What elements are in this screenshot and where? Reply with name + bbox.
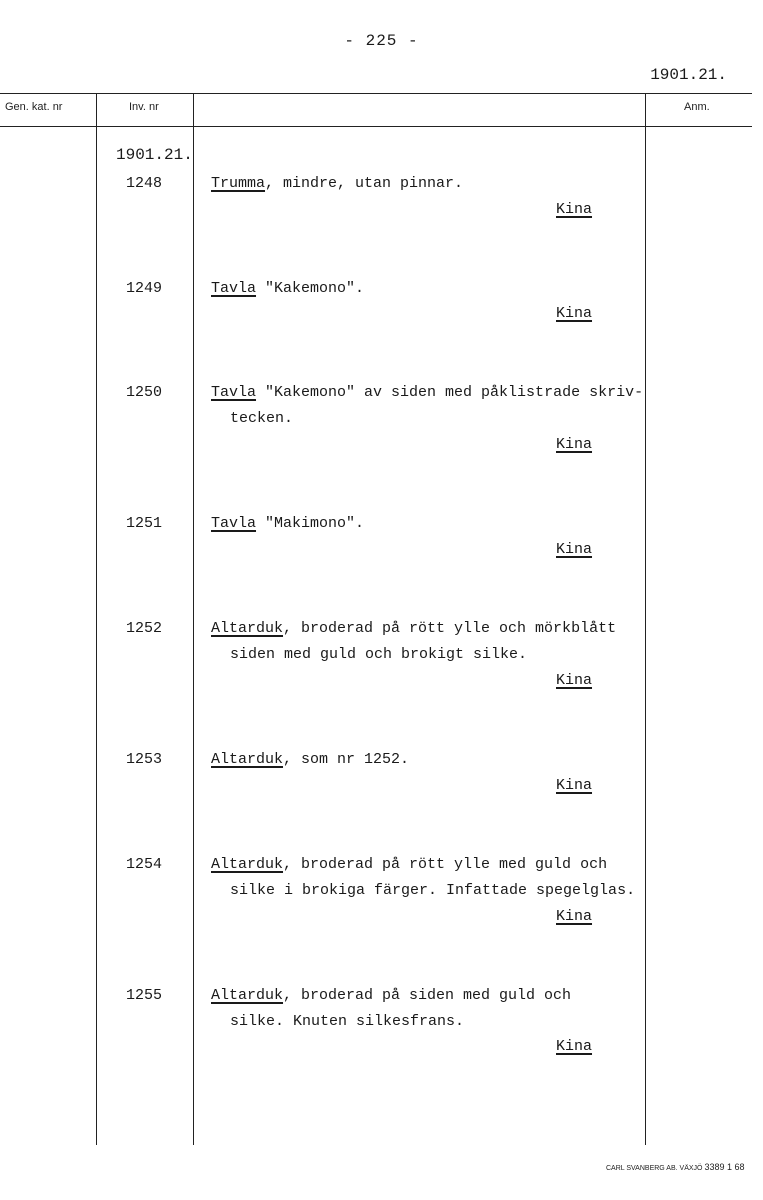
entry-description [211, 620, 616, 637]
entry-description [211, 280, 364, 297]
origin-place: Kina [556, 672, 593, 689]
section-year: 1901.21. [116, 146, 193, 164]
page-number: - 225 - [344, 32, 419, 50]
description-text: , mindre, utan pinnar. [265, 175, 464, 192]
origin-place: Kina [556, 201, 593, 218]
entry-description-continued: silke i brokiga färger. Infattade spegelglas. [230, 882, 636, 899]
object-keyword: Altarduk [211, 987, 284, 1004]
entry-description-continued: siden med guld och brokigt silke. [230, 646, 528, 663]
entry-description [211, 515, 364, 532]
object-keyword: Tavla [211, 515, 257, 532]
entry-description-continued: silke. Knuten silkesfrans. [230, 1013, 465, 1030]
inventory-number: 1254 [126, 856, 163, 873]
year-tag: 1901.21. [650, 66, 727, 84]
header-top-rule [0, 93, 752, 94]
column-divider-gen-inv [96, 93, 97, 1145]
entry-description [211, 175, 463, 192]
printer-name: CARL SVANBERG AB. VÄXJÖ [606, 1165, 703, 1172]
object-keyword: Trumma [211, 175, 266, 192]
description-text: , broderad på siden med guld och [283, 987, 572, 1004]
inventory-number: 1251 [126, 515, 163, 532]
inventory-number: 1253 [126, 751, 163, 768]
origin-place: Kina [556, 908, 593, 925]
description-text: , broderad på rött ylle med guld och [283, 856, 608, 873]
origin-place: Kina [556, 305, 593, 322]
column-header-gen-kat-nr: Gen. kat. nr [5, 101, 63, 113]
inventory-number: 1255 [126, 987, 163, 1004]
object-keyword: Tavla [211, 280, 257, 297]
column-divider-inv-desc [193, 93, 194, 1145]
object-keyword: Altarduk [211, 856, 284, 873]
column-divider-desc-anm [645, 93, 646, 1145]
inventory-number: 1248 [126, 175, 163, 192]
entry-description [211, 384, 643, 401]
origin-place: Kina [556, 777, 593, 794]
origin-place: Kina [556, 541, 593, 558]
entry-description [211, 751, 409, 768]
description-text: , broderad på rött ylle och mörkblått [283, 620, 617, 637]
inventory-number: 1250 [126, 384, 163, 401]
entry-description [211, 987, 571, 1004]
description-text: , som nr 1252. [283, 751, 410, 768]
origin-place: Kina [556, 436, 593, 453]
origin-place: Kina [556, 1038, 593, 1055]
printer-imprint [606, 1162, 744, 1172]
print-code: 3389 1 68 [704, 1162, 745, 1172]
object-keyword: Altarduk [211, 751, 284, 768]
header-bottom-rule [0, 126, 752, 127]
entry-description-continued: tecken. [230, 410, 294, 427]
column-header-anm: Anm. [684, 101, 710, 113]
inventory-number: 1249 [126, 280, 163, 297]
description-text: "Kakemono". [256, 280, 365, 297]
entry-description [211, 856, 607, 873]
description-text: "Kakemono" av siden med påklistrade skriv- [256, 384, 644, 401]
object-keyword: Altarduk [211, 620, 284, 637]
column-header-inv-nr: Inv. nr [129, 101, 159, 113]
object-keyword: Tavla [211, 384, 257, 401]
description-text: "Makimono". [256, 515, 365, 532]
inventory-number: 1252 [126, 620, 163, 637]
